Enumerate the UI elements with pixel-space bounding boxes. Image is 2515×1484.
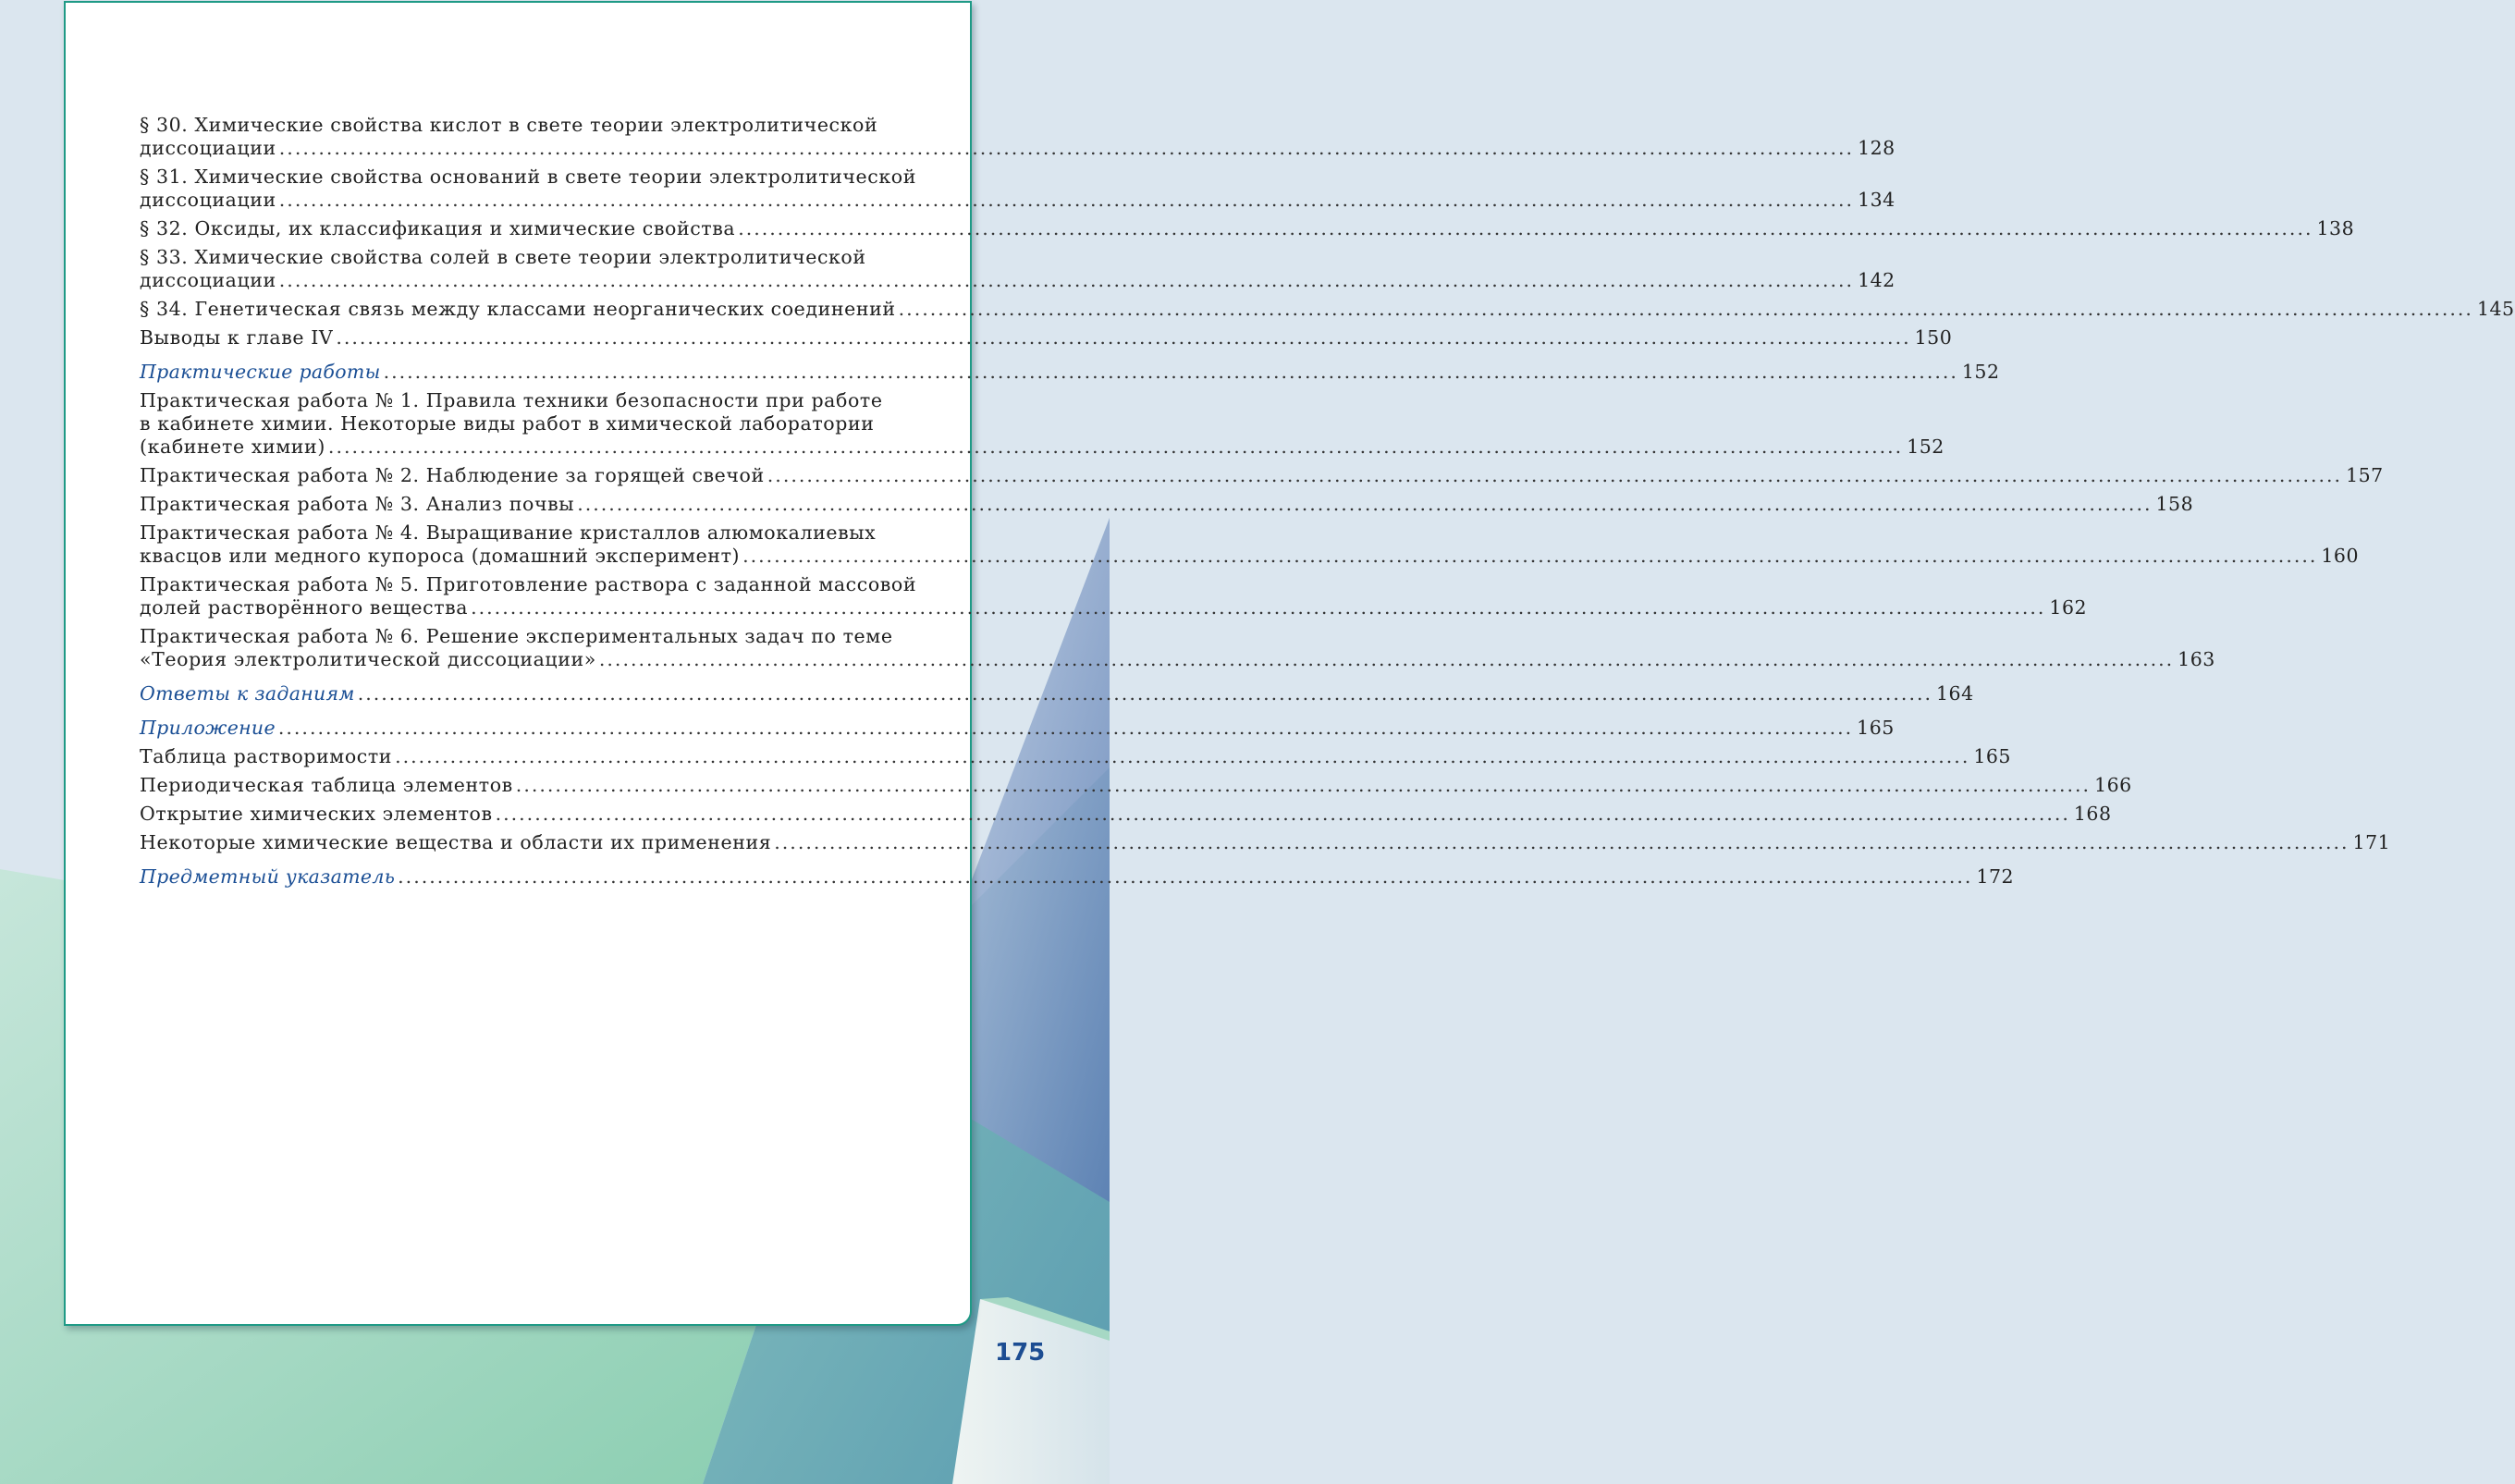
toc-line: [140, 217, 935, 240]
toc-section-heading: [140, 865, 935, 889]
toc-page-number: 165: [1973, 745, 2011, 768]
toc-entry-title: § 30. Химические свойства кислот в свете теории электролитической: [140, 114, 877, 136]
toc-section-heading: [140, 682, 935, 705]
toc-entry-title: Практическая работа № 2. Наблюдение за горящей свечой: [140, 464, 765, 487]
toc-page-number: 158: [2155, 493, 2193, 516]
dot-leader: [398, 865, 1972, 889]
toc-page-number: 157: [2346, 464, 2384, 487]
toc-line: [140, 464, 935, 487]
toc-entry: [140, 389, 935, 459]
toc-entry-title: диссоциации: [140, 189, 276, 212]
dot-leader: [279, 189, 1854, 212]
toc-entry: [140, 166, 935, 212]
toc-entry: [140, 774, 935, 797]
toc-line: [140, 166, 935, 189]
toc-entry-title: диссоциации: [140, 137, 276, 160]
toc-entry: [140, 326, 935, 350]
dot-leader: [471, 596, 2045, 619]
toc-page-number: 150: [1915, 326, 1953, 350]
toc-line: [140, 326, 935, 350]
toc-page-number: 163: [2178, 648, 2215, 671]
toc-line: [140, 114, 935, 137]
toc-line: [140, 361, 935, 384]
toc-page-number: 128: [1858, 137, 1895, 160]
toc-entry-title: Приложение: [140, 717, 276, 740]
toc-line: [140, 648, 935, 671]
toc-line: [140, 625, 935, 648]
toc-page-number: 171: [2353, 831, 2391, 854]
toc-entry-title: Практические работы: [140, 361, 381, 384]
dot-leader: [384, 361, 1958, 384]
toc-entry-title: Практическая работа № 5. Приготовление раствора с заданной массовой: [140, 573, 916, 595]
toc-entry-title: квасцов или медного купороса (домашний эксперимент): [140, 545, 740, 568]
toc-line: [140, 545, 935, 568]
toc-line: [140, 573, 935, 596]
table-of-contents: [140, 114, 935, 894]
toc-page-number: 152: [1907, 435, 1945, 459]
book-page: [64, 1, 972, 1326]
toc-page-number: 164: [1936, 682, 1974, 705]
toc-line: [140, 521, 935, 545]
toc-entry-title: Практическая работа № 6. Решение экспериментальных задач по теме: [140, 625, 893, 647]
page-number: 175: [995, 1339, 1045, 1367]
toc-entry-title: Предметный указатель: [140, 865, 395, 889]
toc-page-number: 162: [2049, 596, 2087, 619]
toc-line: [140, 745, 935, 768]
toc-entry-title: Практическая работа № 3. Анализ почвы: [140, 493, 574, 516]
toc-page-number: 142: [1858, 269, 1895, 292]
dot-leader: [767, 464, 2342, 487]
toc-entry-title: Периодическая таблица элементов: [140, 774, 513, 797]
toc-entry: [140, 493, 935, 516]
toc-entry-title: Таблица растворимости: [140, 745, 392, 768]
toc-entry-title: в кабинете химии. Некоторые виды работ в химической лаборатории: [140, 412, 875, 435]
toc-entry: [140, 831, 935, 854]
dot-leader: [599, 648, 2174, 671]
toc-entry: [140, 625, 935, 671]
toc-entry: [140, 298, 935, 321]
toc-entry: [140, 573, 935, 619]
toc-line: [140, 189, 935, 212]
toc-line: [140, 774, 935, 797]
toc-page-number: 168: [2074, 803, 2112, 826]
toc-line: [140, 682, 935, 705]
toc-page-number: 134: [1858, 189, 1895, 212]
toc-page-number: 152: [1962, 361, 2000, 384]
toc-entry-title: Практическая работа № 4. Выращивание кристаллов алюмокалиевых: [140, 521, 876, 544]
toc-entry-title: Открытие химических элементов: [140, 803, 493, 826]
toc-entry-title: Практическая работа № 1. Правила техники безопасности при работе: [140, 389, 883, 411]
toc-line: [140, 412, 935, 435]
toc-entry: [140, 803, 935, 826]
toc-entry-title: Выводы к главе IV: [140, 326, 333, 350]
toc-entry: [140, 217, 935, 240]
toc-line: [140, 137, 935, 160]
toc-line: [140, 717, 935, 740]
toc-entry: [140, 114, 935, 160]
toc-entry-title: диссоциации: [140, 269, 276, 292]
dot-leader: [899, 298, 2473, 321]
toc-entry-title: долей растворённого вещества: [140, 596, 468, 619]
toc-entry: [140, 745, 935, 768]
toc-page-number: 172: [1976, 865, 2014, 889]
toc-page-number: 145: [2477, 298, 2515, 321]
toc-section-heading: [140, 361, 935, 384]
dot-leader: [738, 217, 2313, 240]
toc-entry-title: § 31. Химические свойства оснований в свете теории электролитической: [140, 166, 916, 188]
toc-line: [140, 596, 935, 619]
toc-entry: [140, 521, 935, 568]
toc-page-number: 138: [2316, 217, 2354, 240]
dot-leader: [496, 803, 2070, 826]
dot-leader: [278, 717, 1853, 740]
toc-line: [140, 865, 935, 889]
toc-entry-title: § 33. Химические свойства солей в свете теории электролитической: [140, 246, 866, 268]
dot-leader: [336, 326, 1910, 350]
toc-line: [140, 269, 935, 292]
toc-entry: [140, 246, 935, 292]
toc-entry-title: § 34. Генетическая связь между классами неорганических соединений: [140, 298, 896, 321]
toc-entry-title: § 32. Оксиды, их классификация и химические свойства: [140, 217, 735, 240]
toc-line: [140, 493, 935, 516]
toc-line: [140, 435, 935, 459]
toc-line: [140, 803, 935, 826]
dot-leader: [395, 745, 1969, 768]
toc-line: [140, 389, 935, 412]
toc-page-number: 166: [2094, 774, 2132, 797]
dot-leader: [279, 137, 1854, 160]
dot-leader: [328, 435, 1903, 459]
toc-page-number: 160: [2321, 545, 2359, 568]
dot-leader: [516, 774, 2091, 797]
toc-entry-title: Ответы к заданиям: [140, 682, 355, 705]
dot-leader: [577, 493, 2152, 516]
toc-line: [140, 831, 935, 854]
toc-entry-title: (кабинете химии): [140, 435, 325, 459]
toc-section-heading: [140, 717, 935, 740]
toc-entry-title: Некоторые химические вещества и области их применения: [140, 831, 771, 854]
toc-page-number: 165: [1857, 717, 1895, 740]
toc-line: [140, 246, 935, 269]
dot-leader: [358, 682, 1932, 705]
toc-entry: [140, 464, 935, 487]
dot-leader: [742, 545, 2317, 568]
dot-leader: [774, 831, 2349, 854]
toc-entry-title: «Теория электролитической диссоциации»: [140, 648, 596, 671]
dot-leader: [279, 269, 1854, 292]
toc-line: [140, 298, 935, 321]
